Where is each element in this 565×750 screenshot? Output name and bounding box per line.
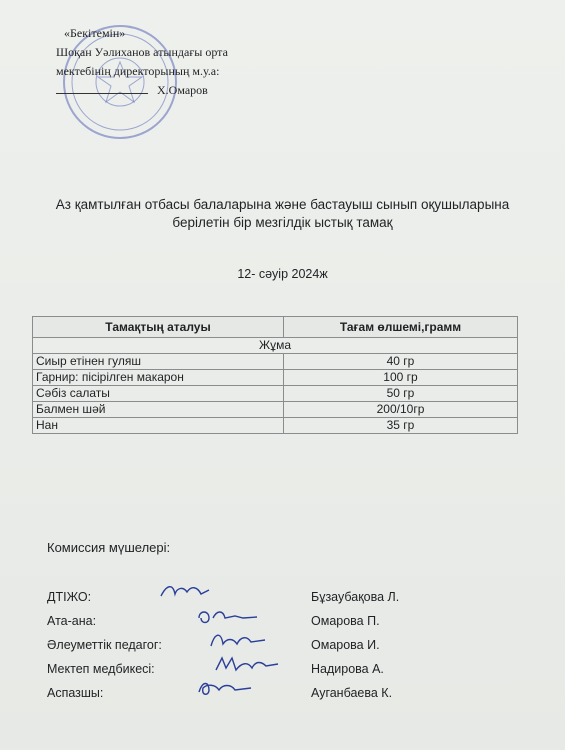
signature-mark <box>212 652 284 676</box>
approval-director-line: мектебінің директорының м.у.а: <box>56 64 220 78</box>
member-name: Ауганбаева К. <box>311 686 393 700</box>
approval-signature-line <box>56 81 356 100</box>
dish-name: Сиыр етінен гуляш <box>33 354 284 370</box>
member-name: Омарова И. <box>311 638 380 652</box>
commission-members <box>47 590 517 710</box>
table-day-row <box>33 338 518 354</box>
approval-school-line: Шоқан Уәлиханов атындағы орта <box>56 45 228 59</box>
table-row <box>33 370 518 386</box>
signature-mark <box>207 628 273 652</box>
director-name: Х.Омаров <box>157 83 208 97</box>
table-row <box>33 386 518 402</box>
member-row <box>47 590 517 614</box>
day-label: Жұма <box>33 338 518 354</box>
table-header-row <box>33 317 518 338</box>
member-row <box>47 686 517 710</box>
dish-amount: 200/10гр <box>284 402 518 418</box>
approval-header: «Бекітемін» <box>64 26 126 40</box>
dish-amount: 35 гр <box>284 418 518 434</box>
table-row <box>33 402 518 418</box>
member-role: Әлеуметтік педагог: <box>47 638 162 652</box>
signature-underline <box>56 81 148 94</box>
document-title: Аз қамтылған отбасы балаларына және бастауыш сынып оқушыларына берілетін бір мезгілдік ыстық тамақ <box>55 197 510 230</box>
table-row <box>33 354 518 370</box>
member-name: Бұзаубақова Л. <box>311 590 400 604</box>
member-name: Омарова П. <box>311 614 380 628</box>
signature-mark <box>195 676 261 700</box>
document-date: 12- сәуір 2024ж <box>237 267 328 281</box>
dish-amount: 100 гр <box>284 370 518 386</box>
menu-table <box>32 316 518 434</box>
approval-block <box>56 24 356 100</box>
member-row <box>47 614 517 638</box>
header-dish-name: Тамақтың аталуы <box>33 317 284 338</box>
member-name: Надирова А. <box>311 662 384 676</box>
header-portion-size: Тағам өлшемі,грамм <box>284 317 518 338</box>
signature-mark <box>157 580 217 604</box>
commission-heading: Комиссия мүшелері: <box>47 540 171 555</box>
member-row <box>47 662 517 686</box>
member-role: Мектеп медбикесі: <box>47 662 155 676</box>
member-role: Ата-ана: <box>47 614 97 628</box>
dish-name: Балмен шәй <box>33 402 284 418</box>
member-role: ДТІЖО: <box>47 590 92 604</box>
dish-amount: 40 гр <box>284 354 518 370</box>
dish-name: Гарнир: пісірілген макарон <box>33 370 284 386</box>
member-role: Аспазшы: <box>47 686 104 700</box>
table-row <box>33 418 518 434</box>
signature-mark <box>195 604 265 628</box>
dish-name: Нан <box>33 418 284 434</box>
dish-amount: 50 гр <box>284 386 518 402</box>
dish-name: Сәбіз салаты <box>33 386 284 402</box>
